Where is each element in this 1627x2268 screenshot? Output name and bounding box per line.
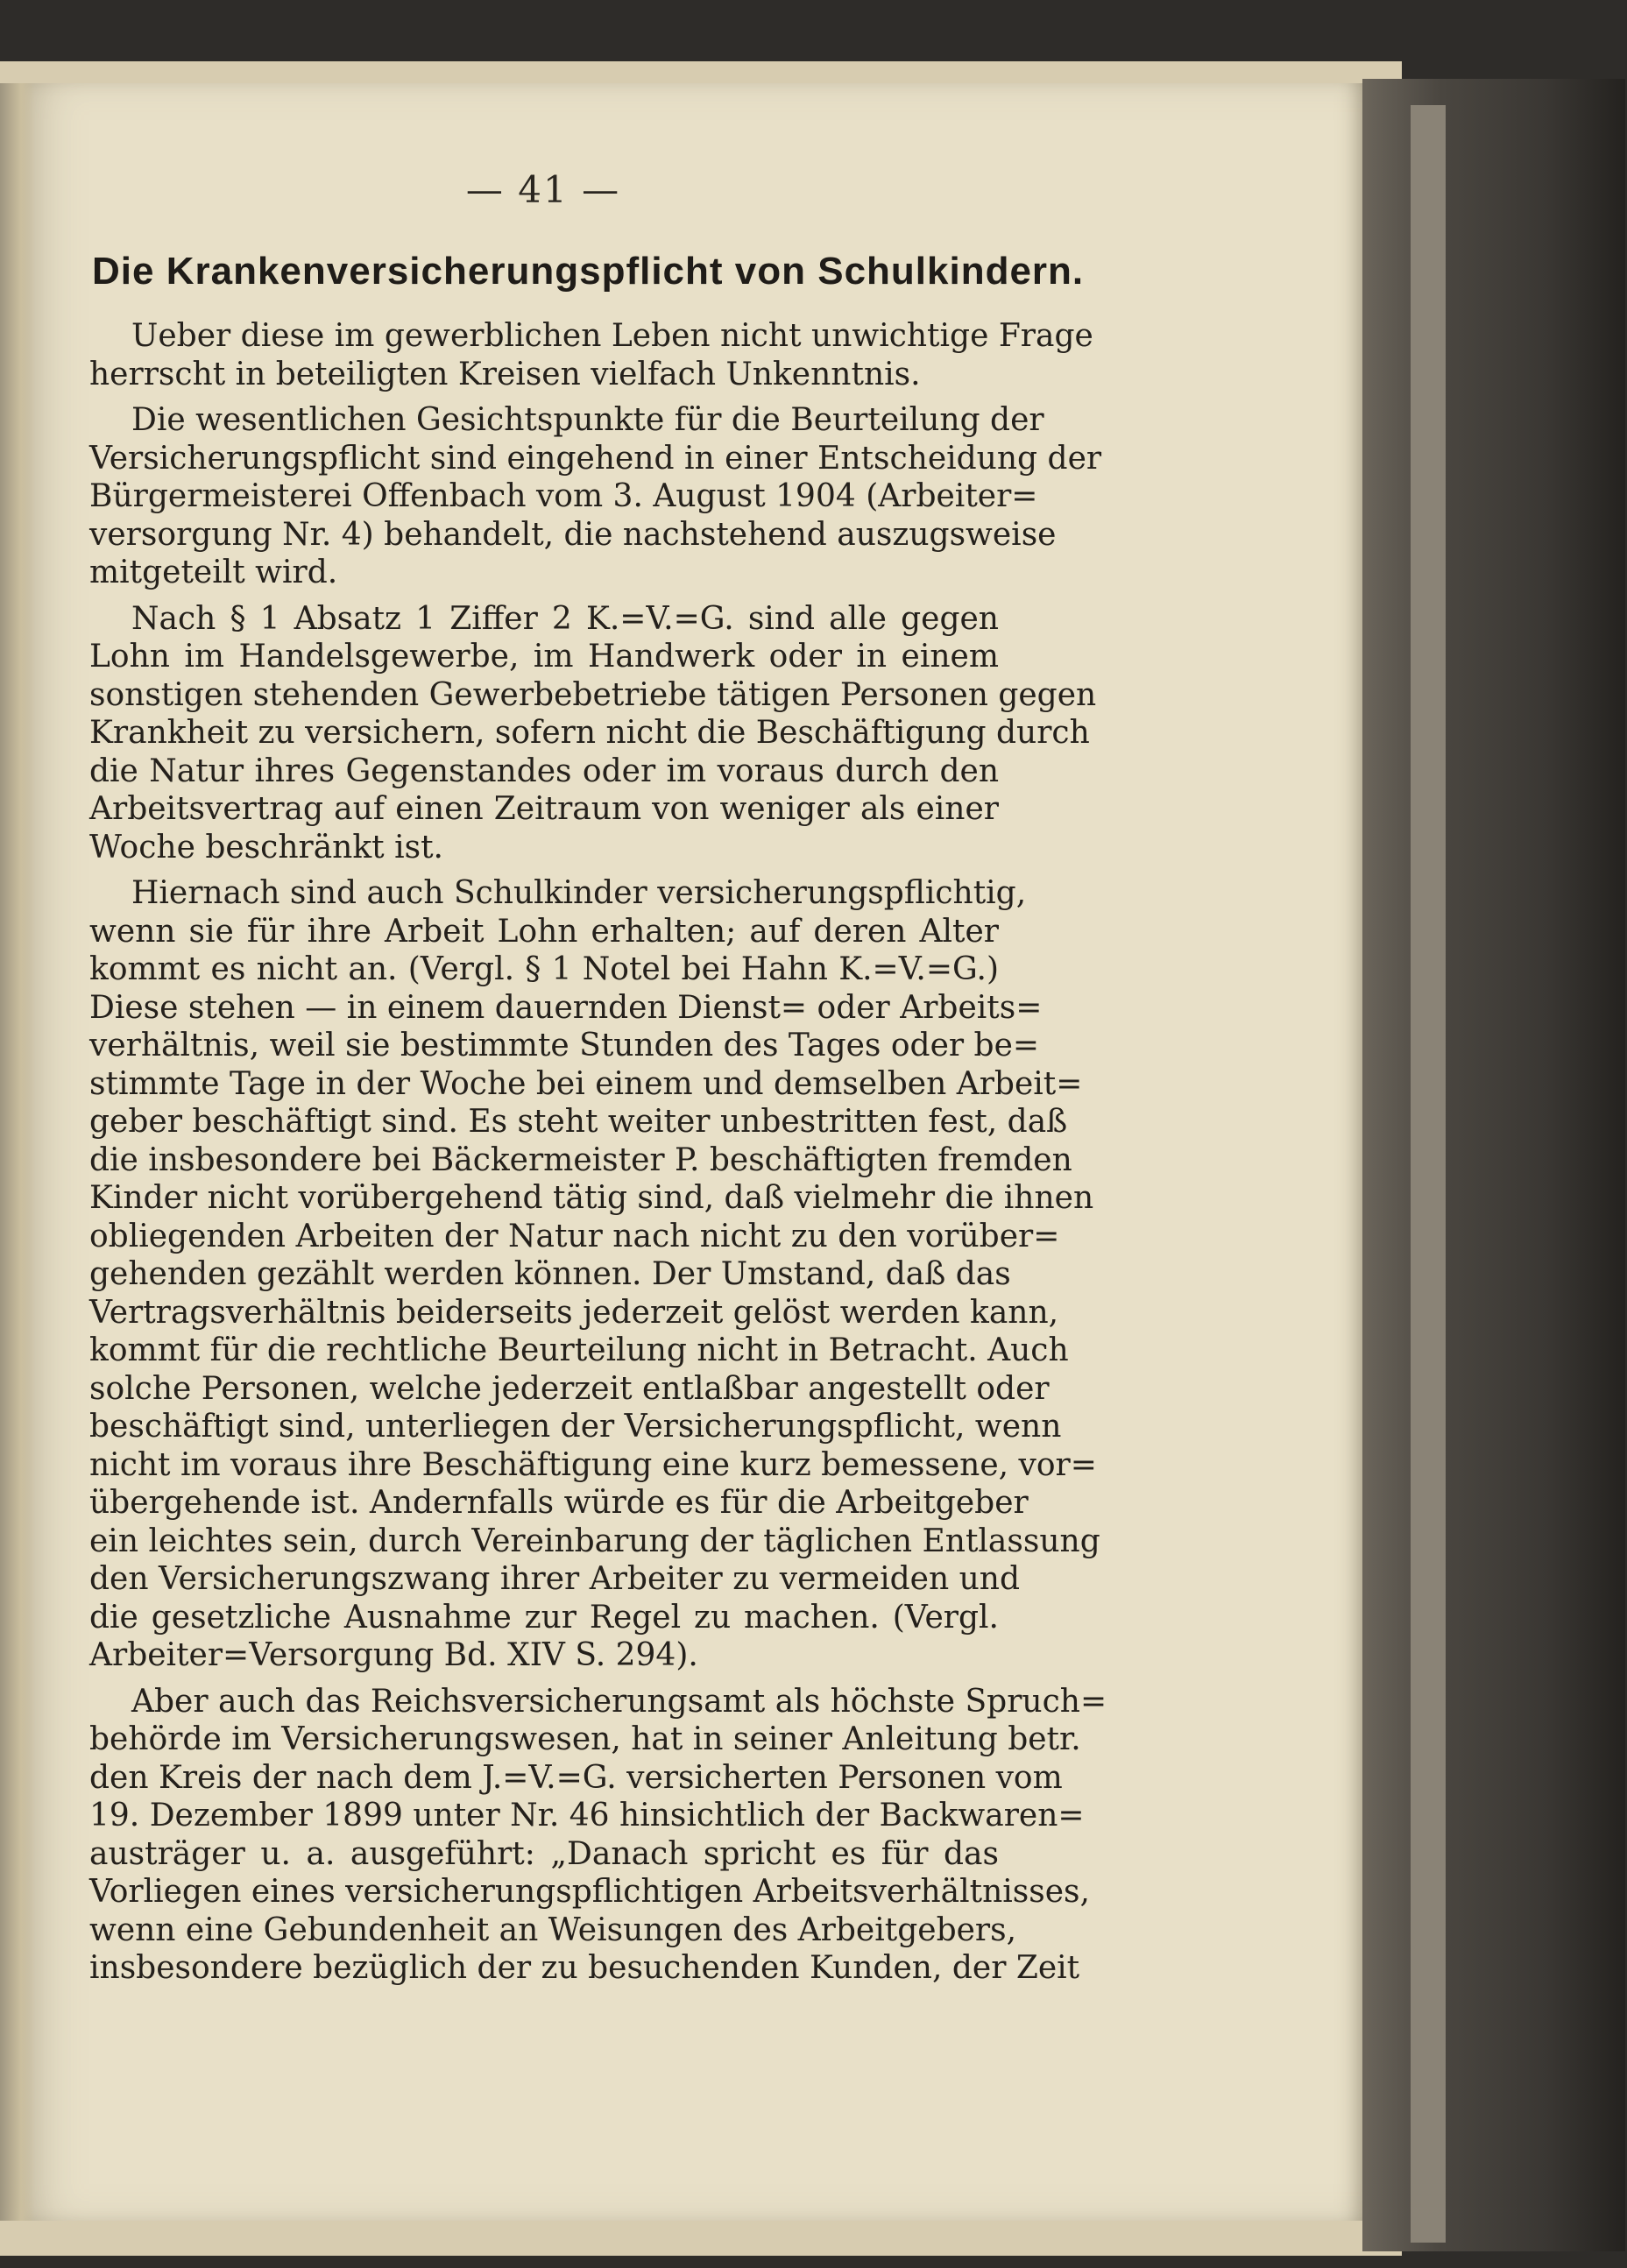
paragraph xyxy=(89,600,1097,867)
paragraph xyxy=(89,317,1093,393)
page-gutter xyxy=(0,83,35,2221)
text-line: Versicherungspflicht sind eingehend in einer Entscheidung der xyxy=(89,440,1102,477)
text-line: Die wesentlichen Gesichtspunkte für die Beurteilung der xyxy=(131,402,1044,438)
text-line: ein leichtes sein, durch Vereinbarung der täglichen Entlassung xyxy=(89,1523,1100,1559)
text-line: Kinder nicht vorübergehend tätig sind, daß vielmehr die ihnen xyxy=(89,1180,1094,1216)
text-line: herrscht in beteiligten Kreisen vielfach Unkenntnis. xyxy=(89,356,921,392)
text-line: austräger u. a. ausgeführt: „Danach spricht es für das xyxy=(89,1835,999,1872)
text-line: Nach § 1 Absatz 1 Ziffer 2 K.=V.=G. sind alle gegen xyxy=(131,600,999,637)
text-line: Hiernach sind auch Schulkinder versicherungspflichtig, xyxy=(131,875,1027,911)
text-line: insbesondere bezüglich der zu besuchenden Kunden, der Zeit xyxy=(89,1950,1080,1986)
cover-board-edge xyxy=(1411,105,1446,2243)
body-text xyxy=(89,317,1107,1996)
page-number: — 41 — xyxy=(465,168,621,211)
text-line: Ueber diese im gewerblichen Leben nicht unwichtige Frage xyxy=(131,318,1093,354)
text-line: Woche beschränkt ist. xyxy=(89,829,443,866)
text-line: Bürgermeisterei Offenbach vom 3. August 1904 (Arbeiter= xyxy=(89,478,1038,514)
text-line: den Kreis der nach dem J.=V.=G. versicherten Personen vom xyxy=(89,1759,1063,1796)
text-line: geber beschäftigt sind. Es steht weiter unbestritten fest, daß xyxy=(89,1104,1068,1140)
paragraph xyxy=(89,874,1100,1675)
text-line: Diese stehen — in einem dauernden Dienst= oder Arbeits= xyxy=(89,989,1043,1026)
text-line: behörde im Versicherungswesen, hat in seiner Anleitung betr. xyxy=(89,1721,1081,1757)
text-line: solche Personen, welche jederzeit entlaßbar angestellt oder xyxy=(89,1370,1050,1407)
text-line: Vorliegen eines versicherungspflichtigen Arbeitsverhältnisses, xyxy=(89,1874,1090,1910)
text-line: nicht im voraus ihre Beschäftigung eine kurz bemessene, vor= xyxy=(89,1446,1097,1483)
text-line: stimmte Tage in der Woche bei einem und demselben Arbeit= xyxy=(89,1065,1083,1102)
text-line: versorgung Nr. 4) behandelt, die nachstehend auszugsweise xyxy=(89,516,1057,553)
paragraph xyxy=(89,1683,1107,1988)
book-spine-edge xyxy=(1362,79,1625,2251)
text-line: wenn sie für ihre Arbeit Lohn erhalten; auf deren Alter xyxy=(89,913,999,950)
text-line: Krankheit zu versichern, sofern nicht die Beschäftigung durch xyxy=(89,715,1090,751)
text-line: sonstigen stehenden Gewerbebetriebe tätigen Personen gegen xyxy=(89,676,1097,713)
text-line: kommt für die rechtliche Beurteilung nicht in Betracht. Auch xyxy=(89,1332,1069,1368)
text-line: gehenden gezählt werden können. Der Umstand, daß das xyxy=(89,1256,1011,1292)
text-line: Aber auch das Reichsversicherungsamt als höchste Spruch= xyxy=(131,1683,1107,1720)
text-line: Lohn im Handelsgewerbe, im Handwerk oder in einem xyxy=(89,639,999,675)
text-line: mitgeteilt wird. xyxy=(89,555,338,590)
text-line: Arbeitsvertrag auf einen Zeitraum von weniger als einer xyxy=(89,791,999,827)
text-line: die gesetzliche Ausnahme zur Regel zu machen. (Vergl. xyxy=(89,1599,999,1636)
text-line: wenn eine Gebundenheit an Weisungen des Arbeitgebers, xyxy=(89,1911,1017,1948)
text-line: obliegenden Arbeiten der Natur nach nicht zu den vorüber= xyxy=(89,1218,1060,1254)
text-line: beschäftigt sind, unterliegen der Versicherungspflicht, wenn xyxy=(89,1409,1062,1445)
text-line: den Versicherungszwang ihrer Arbeiter zu vermeiden und xyxy=(89,1561,1020,1597)
text-line: verhältnis, weil sie bestimmte Stunden des Tages oder be= xyxy=(89,1028,1040,1063)
text-line: Vertragsverhältnis beiderseits jederzeit gelöst werden kann, xyxy=(89,1294,1059,1331)
chapter-title: Die Krankenversicherungspflicht von Schulkindern. xyxy=(92,250,1085,293)
text-line: 19. Dezember 1899 unter Nr. 46 hinsichtlich der Backwaren= xyxy=(89,1798,1085,1833)
text-line: übergehende ist. Andernfalls würde es für die Arbeitgeber xyxy=(89,1485,1029,1521)
text-line: Arbeiter=Versorgung Bd. XIV S. 294). xyxy=(89,1637,698,1673)
text-line: kommt es nicht an. (Vergl. § 1 Notel bei Hahn K.=V.=G.) xyxy=(89,951,999,987)
text-line: die insbesondere bei Bäckermeister P. beschäftigten fremden xyxy=(89,1141,1072,1178)
paragraph xyxy=(89,401,1102,592)
text-line: die Natur ihres Gegenstandes oder im voraus durch den xyxy=(89,752,999,789)
